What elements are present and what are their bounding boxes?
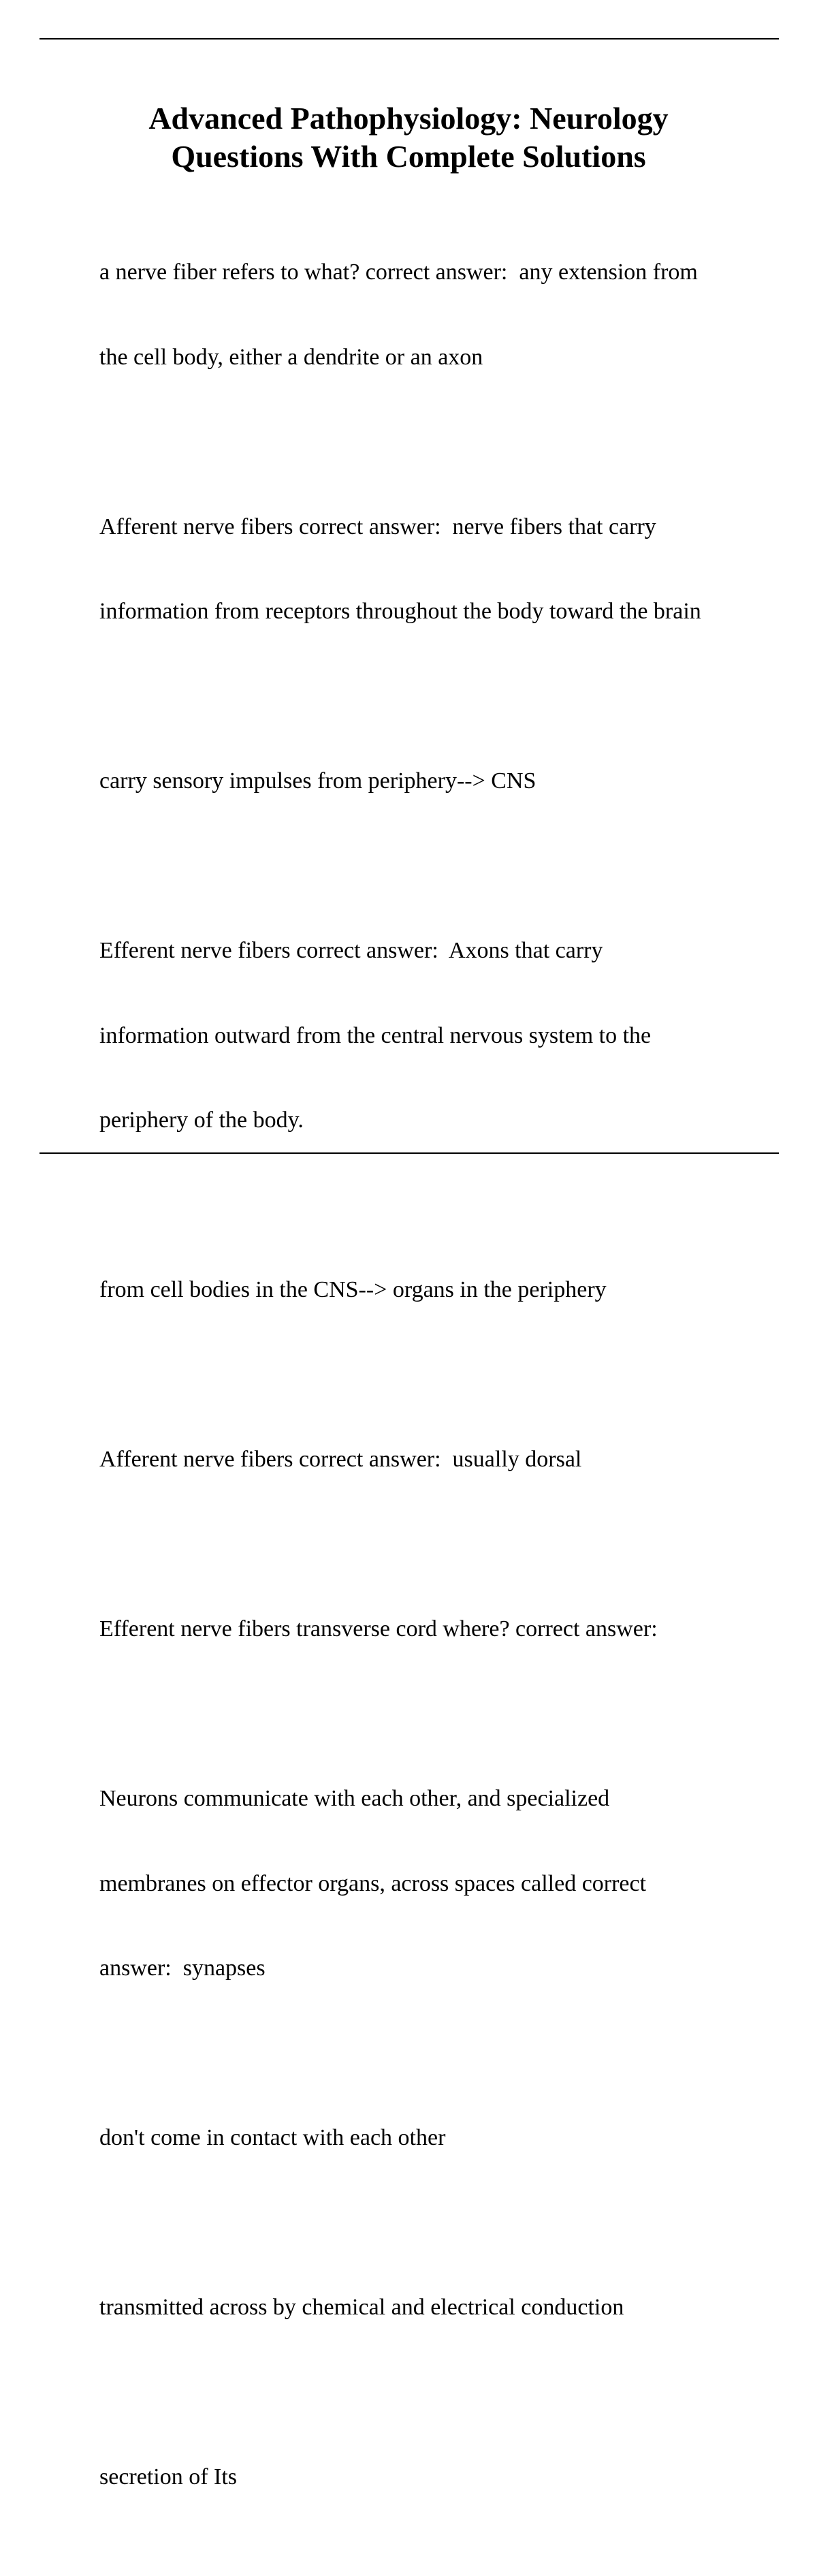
text-line: from cell bodies in the CNS--> organs in the periphery <box>99 1277 607 1302</box>
title-line: Questions With Complete Solutions <box>171 139 646 174</box>
paragraph <box>99 1219 780 1361</box>
document-title <box>68 99 749 176</box>
text-line: transmitted across by chemical and electrical conduction <box>99 2295 624 2320</box>
document-body <box>99 202 780 2576</box>
text-line: Afferent nerve fibers correct answer: usually dorsal <box>99 1447 582 1472</box>
paragraph <box>99 2067 780 2209</box>
paragraph <box>99 2237 780 2378</box>
text-line: information outward from the central nervous system to the <box>99 1022 652 1048</box>
paragraph <box>99 1558 780 1700</box>
paragraph <box>99 710 780 852</box>
paragraph <box>99 2406 780 2548</box>
top-rule <box>39 38 779 40</box>
paragraph <box>99 1728 780 2039</box>
text-line: the cell body, either a dendrite or an axon <box>99 344 483 370</box>
paragraph <box>99 202 780 428</box>
text-line: secretion of Its <box>99 2464 238 2489</box>
text-line: Afferent nerve fibers correct answer: nerve fibers that carry <box>99 514 656 539</box>
text-line: don't come in contact with each other <box>99 2125 446 2150</box>
text-line: periphery of the body. <box>99 1108 304 1133</box>
text-line: membranes on effector organs, across spaces called correct <box>99 1870 647 1896</box>
text-line: Efferent nerve fibers transverse cord where? correct answer: <box>99 1616 658 1642</box>
text-line: a nerve fiber refers to what? correct answer: any extension from <box>99 260 698 285</box>
paragraph <box>99 1389 780 1530</box>
text-line: Neurons communicate with each other, and specialized <box>99 1786 610 1811</box>
text-line: answer: synapses <box>99 1955 266 1981</box>
text-line: Efferent nerve fibers correct answer: Axons that carry <box>99 938 603 963</box>
title-line: Advanced Pathophysiology: Neurology <box>148 101 669 136</box>
paragraph <box>99 880 780 1191</box>
paragraph <box>99 456 780 682</box>
text-line: information from receptors throughout the body toward the brain <box>99 599 701 624</box>
text-line: carry sensory impulses from periphery--> CNS <box>99 768 536 794</box>
bottom-rule <box>39 1152 779 1154</box>
